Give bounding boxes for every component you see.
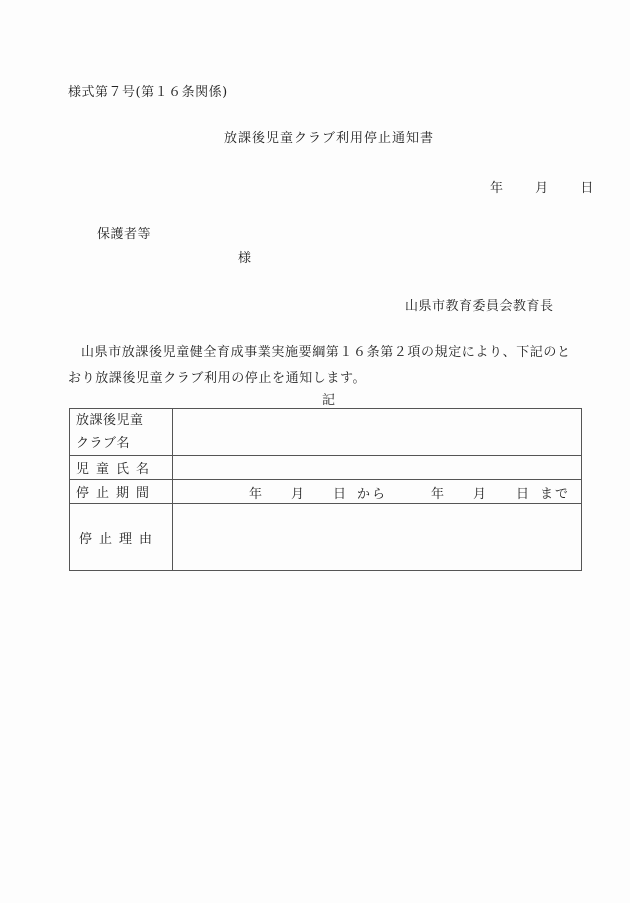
issuer-name: 山県市教育委員会教育長 (405, 299, 554, 314)
to-suffix: まで (540, 487, 571, 502)
detail-table (69, 408, 582, 571)
table-row-reason (70, 504, 582, 571)
to-day: 日 (516, 487, 530, 502)
table-row-child (70, 456, 582, 480)
from-suffix: から (357, 487, 388, 502)
issue-date (490, 177, 593, 196)
club-name-label: 放課後児童 クラブ名 (70, 409, 173, 456)
table-row-period (70, 480, 582, 504)
table-row-club (70, 409, 582, 456)
from-day: 日 (333, 487, 347, 502)
from-month: 月 (291, 487, 305, 502)
child-name-field[interactable] (173, 456, 582, 480)
document-title: 放課後児童クラブ利用停止通知書 (224, 131, 435, 146)
recipient-honorific: 様 (238, 251, 252, 266)
form-number: 様式第７号(第１６条関係) (68, 85, 228, 100)
date-month: 月 (535, 181, 549, 196)
period-field[interactable] (173, 480, 582, 504)
reason-label: 停止理由 (70, 504, 173, 571)
reason-field[interactable] (173, 504, 582, 571)
club-name-field[interactable] (173, 409, 582, 456)
child-name-label: 児童氏名 (70, 456, 173, 480)
to-month: 月 (473, 487, 487, 502)
from-year: 年 (249, 487, 263, 502)
date-day: 日 (580, 181, 594, 196)
notice-body: 山県市放課後児童健全育成事業実施要綱第１６条第２項の規定により、下記のとおり放課後児童クラブ利用の停止を通知します。 (68, 345, 571, 386)
ki-heading: 記 (322, 393, 336, 408)
recipient-label: 保護者等 (97, 227, 152, 242)
period-label: 停止期間 (70, 480, 173, 504)
to-year: 年 (431, 487, 445, 502)
date-year: 年 (490, 181, 504, 196)
